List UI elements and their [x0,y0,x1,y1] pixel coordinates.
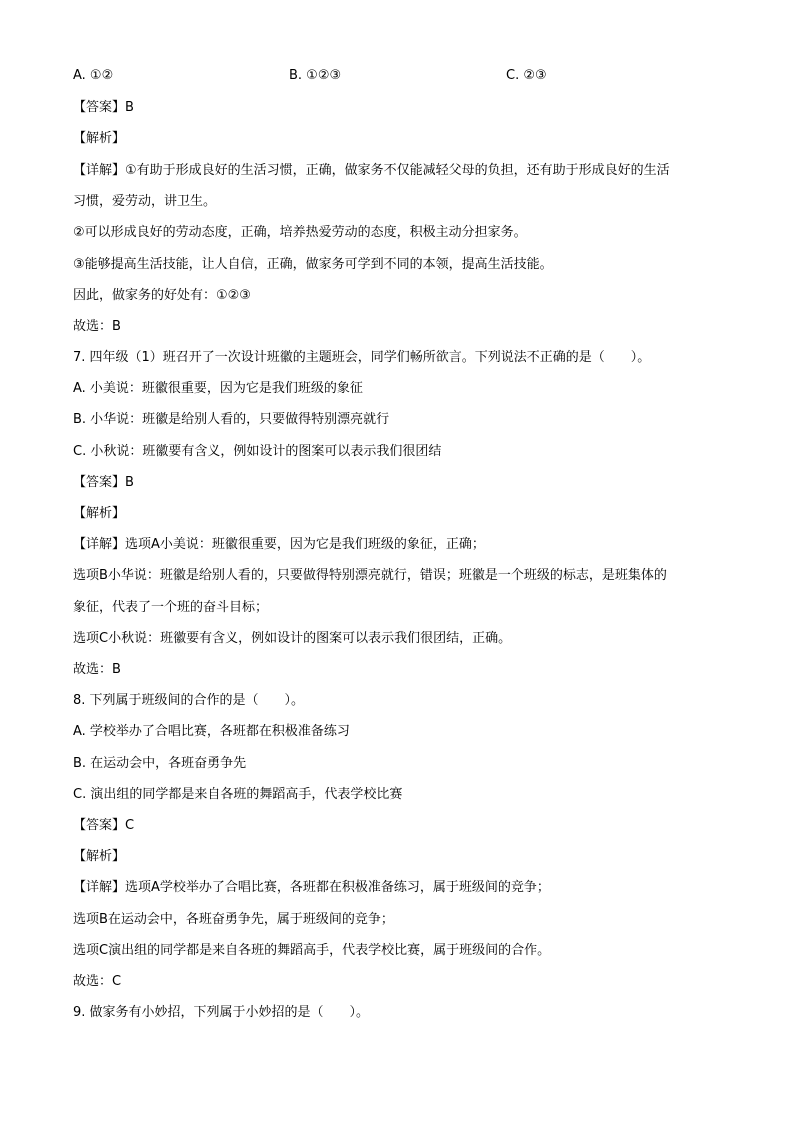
q8-option-c: C. 演出组的同学都是来自各班的舞蹈高手，代表学校比赛 [73,787,403,802]
q6-detail-2: ②可以形成良好的劳动态度，正确，培养热爱劳动的态度，积极主动分担家务。 [73,225,527,240]
q6-choice: 故选：B [73,319,121,334]
q6-option-b: B. ①②③ [289,68,342,83]
q8-option-b: B. 在运动会中，各班奋勇争先 [73,756,247,771]
q8-choice: 故选：C [73,974,122,989]
q9-stem: 9. 做家务有小妙招，下列属于小妙招的是（ ）。 [73,1005,370,1020]
q6-analysis-label: 【解析】 [73,131,126,146]
q6-detail-3: ③能够提高生活技能，让人自信，正确，做家务可学到不同的本领，提高生活技能。 [73,257,553,272]
q7-detail-1: 【详解】选项A小美说：班徽很重要，因为它是我们班级的象征，正确； [73,537,485,552]
q7-choice: 故选：B [73,662,121,677]
q7-stem: 7. 四年级（1）班召开了一次设计班徽的主题班会，同学们畅所欲言。下列说法不正确的是（ ）。 [73,350,651,365]
q6-detail-1: 【详解】①有助于形成良好的生活习惯，正确，做家务不仅能减轻父母的负担，还有助于形成良好的生活 [73,163,670,178]
q6-answer: 【答案】B [73,100,134,115]
q8-detail-2: 选项B在运动会中，各班奋勇争先，属于班级间的竞争； [73,912,394,927]
q7-option-b: B. 小华说：班徽是给别人看的，只要做得特别漂亮就行 [73,412,390,427]
q6-summary: 因此，做家务的好处有：①②③ [73,288,251,303]
q8-answer: 【答案】C [73,818,135,833]
q6-option-c: C. ②③ [506,68,547,83]
q8-detail-3: 选项C演出组的同学都是来自各班的舞蹈高手，代表学校比赛，属于班级间的合作。 [73,943,551,958]
q8-option-a: A. 学校举办了合唱比赛，各班都在积极准备练习 [73,724,350,739]
q8-detail-1: 【详解】选项A学校举办了合唱比赛，各班都在积极准备练习，属于班级间的竞争； [73,880,550,895]
q7-detail-2: 选项B小华说：班徽是给别人看的，只要做得特别漂亮就行，错误；班徽是一个班级的标志，是班集体的 [73,568,667,583]
q7-option-c: C. 小秋说：班徽要有含义，例如设计的图案可以表示我们很团结 [73,444,442,459]
q7-detail-2b: 象征，代表了一个班的奋斗目标； [73,600,269,615]
q7-detail-3: 选项C小秋说：班徽要有含义，例如设计的图案可以表示我们很团结，正确。 [73,631,512,646]
q6-option-a: A. ①② [73,68,114,83]
q7-option-a: A. 小美说：班徽很重要，因为它是我们班级的象征 [73,381,363,396]
q6-options [73,67,753,85]
q7-answer: 【答案】B [73,475,134,490]
q8-stem: 8. 下列属于班级间的合作的是（ ）。 [73,693,305,708]
q8-analysis-label: 【解析】 [73,849,126,864]
q6-detail-1b: 习惯，爱劳动，讲卫生。 [73,194,217,209]
q7-analysis-label: 【解析】 [73,506,126,521]
